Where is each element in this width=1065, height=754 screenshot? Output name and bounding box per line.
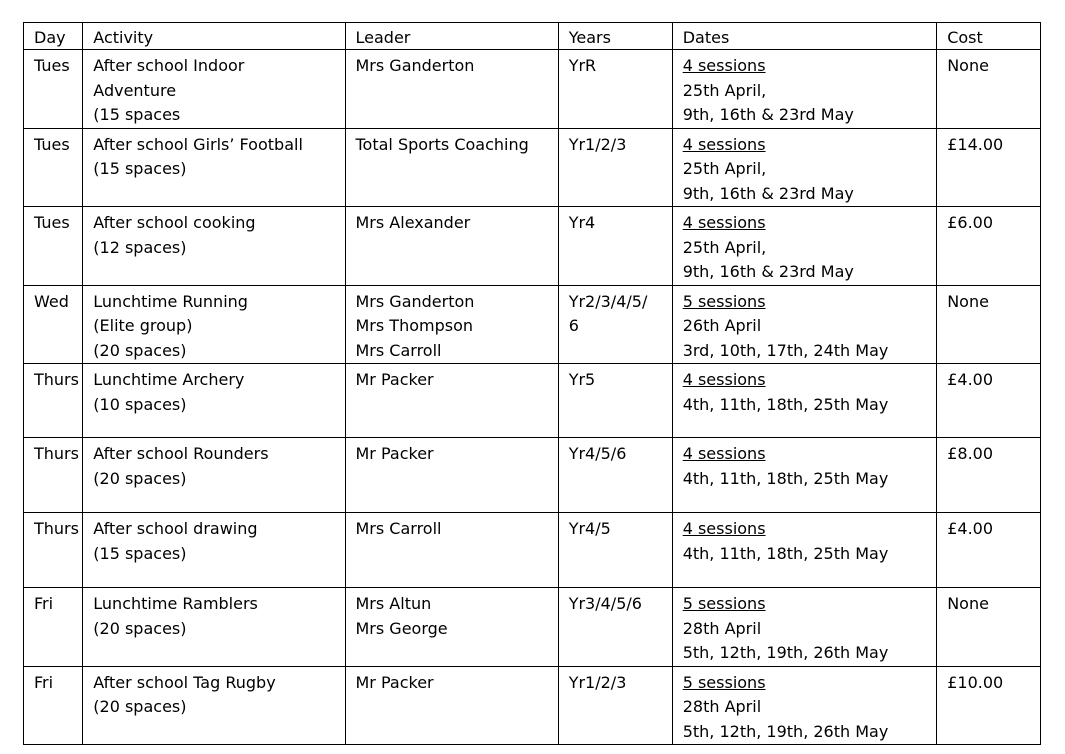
leader-cell [345,207,558,286]
dates-line: 26th April [682,316,762,335]
leader-cell [345,666,558,745]
activity-cell-line: After school Indoor [93,56,245,75]
leader-cell-line: Mrs Carroll [355,519,442,538]
day-cell: Tues [24,207,83,286]
years-cell [558,438,672,513]
activity-cell [83,666,345,745]
header-cost: Cost [937,23,1041,50]
day-cell: Thurs [24,513,83,588]
activity-cell-line: Adventure [93,80,177,100]
activity-cell-line: Lunchtime Ramblers [93,594,258,613]
activity-cell [83,438,345,513]
leader-cell [345,588,558,667]
activity-cell-line: (15 spaces) [93,159,187,178]
table-row [24,364,1041,438]
dates-line: 3rd, 10th, 17th, 24th May [682,340,889,360]
activity-cell-line: (15 spaces) [93,543,187,563]
leader-cell-line: Mrs Carroll [355,340,442,360]
activity-cell [83,50,345,129]
activity-cell-line: (20 spaces) [93,340,187,360]
dates-cell [672,666,937,745]
sessions-count: 4 sessions [682,444,766,463]
leader-cell [345,438,558,513]
dates-cell [672,50,937,129]
table-row [24,588,1041,667]
cost-cell: £8.00 [937,438,1041,513]
activity-cell-line: Lunchtime Running [93,291,248,311]
activity-cell-line: After school Rounders [93,444,269,463]
activity-cell [83,364,345,438]
activity-cell-line: (10 spaces) [93,394,187,414]
years-cell [558,207,672,286]
dates-cell [672,438,937,513]
activity-cell-line: After school cooking [93,213,256,232]
years-cell [558,50,672,129]
leader-cell-line: Mrs George [355,618,448,638]
table-body [24,50,1041,745]
dates-cell [672,285,937,364]
dates-line: 28th April [682,697,762,716]
sessions-count: 5 sessions [682,594,766,613]
activity-cell [83,128,345,207]
years-cell-line: YrR [568,56,597,75]
sessions-count: 4 sessions [682,213,766,232]
dates-cell [672,513,937,588]
dates-cell [672,364,937,438]
leader-cell [345,128,558,207]
day-cell: Thurs [24,438,83,513]
cost-cell: £10.00 [937,666,1041,745]
leader-cell-line: Mr Packer [355,444,434,463]
leader-cell [345,285,558,364]
cost-cell: None [937,50,1041,129]
leader-cell-line: Mrs Alexander [355,213,471,232]
dates-line: 25th April, [682,159,767,178]
activity-cell-line: (20 spaces) [93,618,187,638]
years-cell-line: Yr4/5/6 [568,444,627,463]
header-row [24,23,1041,50]
header-leader: Leader [345,23,558,50]
day-cell: Fri [24,588,83,667]
activity-cell [83,285,345,364]
years-cell-line: Yr5 [568,370,596,389]
clubs-table [23,22,1041,745]
header-activity: Activity [83,23,345,50]
table-row [24,513,1041,588]
day-cell: Thurs [24,364,83,438]
activity-cell [83,513,345,588]
dates-cell [672,588,937,667]
activity-cell-line: Lunchtime Archery [93,370,245,389]
table-row [24,285,1041,364]
years-cell-line: Yr4 [568,213,596,232]
dates-line: 4th, 11th, 18th, 25th May [682,394,889,414]
activity-cell-line: (Elite group) [93,316,193,335]
activity-cell [83,588,345,667]
leader-cell-line: Mrs Ganderton [355,56,475,75]
activity-cell-line: After school drawing [93,519,258,538]
dates-line: 5th, 12th, 19th, 26th May [682,643,889,662]
cost-cell: None [937,285,1041,364]
years-cell-line: Yr2/3/4/5/ [568,291,648,311]
leader-cell [345,50,558,129]
leader-cell-line: Total Sports Coaching [355,134,529,154]
leader-cell-line: Mrs Altun [355,594,432,613]
sessions-count: 5 sessions [682,672,766,692]
dates-line: 4th, 11th, 18th, 25th May [682,543,889,563]
dates-cell [672,128,937,207]
table-row [24,128,1041,207]
years-cell [558,588,672,667]
leader-cell-line: Mrs Thompson [355,316,474,335]
day-cell: Tues [24,128,83,207]
years-cell [558,128,672,207]
activity-cell-line: After school Girls’ Football [93,134,303,154]
sessions-count: 4 sessions [682,134,766,154]
years-cell-line: 6 [568,316,579,335]
dates-line: 9th, 16th & 23rd May [682,262,854,281]
activity-cell-line: (20 spaces) [93,697,187,716]
cost-cell: £6.00 [937,207,1041,286]
sessions-count: 5 sessions [682,291,766,311]
leader-cell [345,364,558,438]
table-row [24,438,1041,513]
years-cell-line: Yr1/2/3 [568,134,627,154]
dates-line: 9th, 16th & 23rd May [682,105,854,124]
years-cell [558,666,672,745]
dates-line: 25th April, [682,237,767,257]
activity-cell-line: After school Tag Rugby [93,672,276,692]
activity-cell-line: (15 spaces [93,105,181,124]
years-cell [558,513,672,588]
header-day: Day [24,23,83,50]
table-row [24,50,1041,129]
dates-line: 5th, 12th, 19th, 26th May [682,721,889,741]
table-header [24,23,1041,50]
day-cell: Tues [24,50,83,129]
day-cell: Fri [24,666,83,745]
leader-cell-line: Mr Packer [355,370,434,389]
sessions-count: 4 sessions [682,56,766,75]
header-dates: Dates [672,23,937,50]
cost-cell: None [937,588,1041,667]
cost-cell: £4.00 [937,364,1041,438]
dates-cell [672,207,937,286]
years-cell [558,285,672,364]
table-row [24,207,1041,286]
cost-cell: £14.00 [937,128,1041,207]
leader-cell-line: Mrs Ganderton [355,291,475,311]
day-cell: Wed [24,285,83,364]
sessions-count: 4 sessions [682,519,766,538]
dates-line: 9th, 16th & 23rd May [682,183,854,203]
leader-cell [345,513,558,588]
leader-cell-line: Mr Packer [355,672,434,692]
years-cell-line: Yr1/2/3 [568,672,627,692]
years-cell-line: Yr3/4/5/6 [568,594,642,613]
activity-cell [83,207,345,286]
cost-cell: £4.00 [937,513,1041,588]
table-row [24,666,1041,745]
activity-cell-line: (20 spaces) [93,468,187,488]
dates-line: 25th April, [682,80,767,100]
dates-line: 28th April [682,618,762,638]
sessions-count: 4 sessions [682,370,766,389]
dates-line: 4th, 11th, 18th, 25th May [682,468,889,488]
years-cell [558,364,672,438]
header-years: Years [558,23,672,50]
years-cell-line: Yr4/5 [568,519,611,538]
activity-cell-line: (12 spaces) [93,237,187,257]
